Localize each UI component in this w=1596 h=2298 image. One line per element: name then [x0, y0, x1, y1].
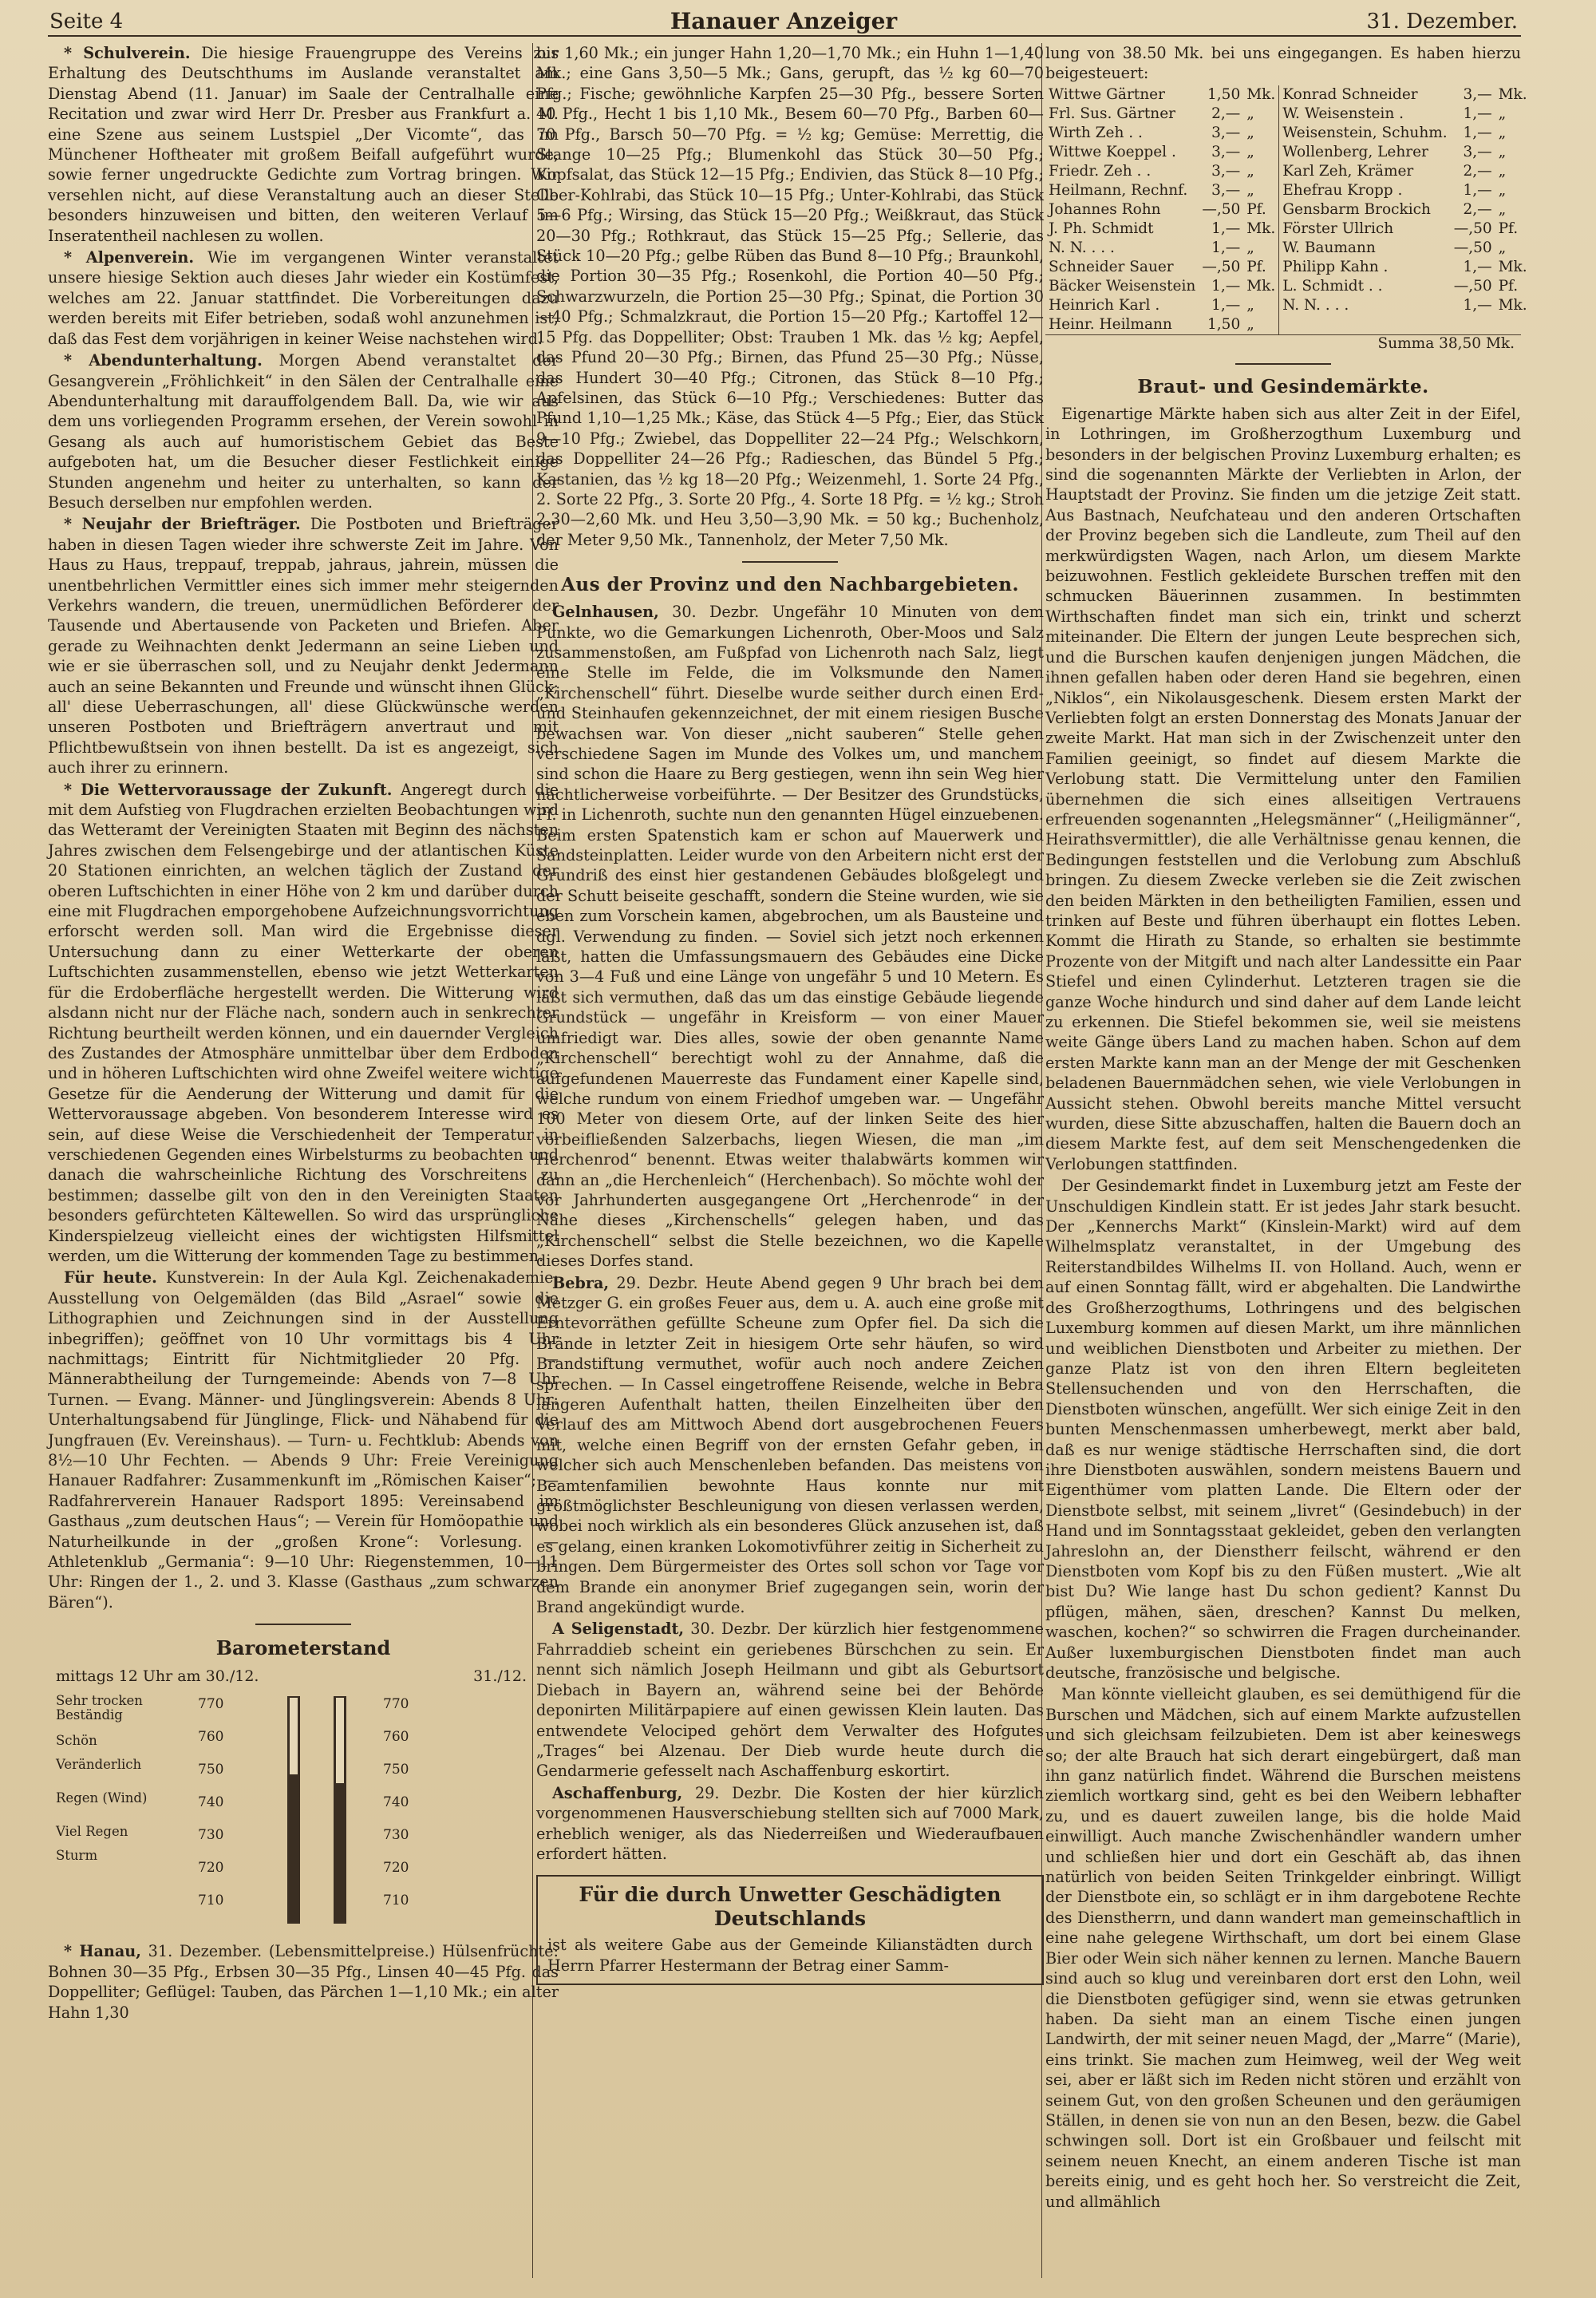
- donor-amt: 3,—: [1463, 143, 1492, 160]
- barometer-scale-left: 770 760 750 740 730 720 710: [198, 1696, 224, 1909]
- donor-amt: 1,—: [1211, 277, 1241, 295]
- barometer-level-30: [290, 1698, 298, 1774]
- column-1: [48, 43, 559, 2286]
- donation-title-2: Deutschlands: [713, 1907, 867, 1931]
- donor-row: [1045, 277, 1531, 296]
- donor-amt: 2,—: [1211, 105, 1241, 122]
- page-header: [49, 5, 1518, 37]
- article-aschaffenburg: Aschaffenburg, 29. Dezbr. Die Kosten der hier kürzlich vorgenommenen Hausverschiebung stellten sich auf 7000 Mark, erheblich weniger, als das Niederreißen und Wiederaufbauen erfordert hätten.: [536, 1783, 1044, 1863]
- donor-amt: —,50: [1453, 277, 1492, 295]
- donor-name: J. Ph. Schmidt: [1049, 220, 1154, 237]
- barometer-labels: [56, 1693, 176, 1863]
- donor-amt: 1,—: [1211, 220, 1241, 237]
- donor-name: L. Schmidt . .: [1282, 277, 1383, 295]
- donor-unit: „: [1498, 162, 1507, 180]
- barometer-label: Schön: [56, 1733, 97, 1749]
- donor-name: [1279, 315, 1450, 334]
- donor-row: [1045, 124, 1531, 143]
- donor-row: [1045, 200, 1531, 220]
- donor-name: Friedr. Zeh . .: [1049, 162, 1152, 180]
- donor-name: Heilmann, Rechnf.: [1049, 181, 1188, 199]
- donor-unit: „: [1498, 239, 1507, 256]
- barometer-label: Sehr trocken: [56, 1693, 143, 1709]
- donor-name: Weisenstein, Schuhm.: [1282, 124, 1448, 141]
- donor-amt: —,50: [1202, 258, 1241, 275]
- donor-unit: „: [1246, 143, 1254, 160]
- donor-name: Förster Ullrich: [1282, 220, 1394, 237]
- page-number: Seite 4: [49, 10, 124, 34]
- donor-name: Wollenberg, Lehrer: [1282, 143, 1428, 160]
- donor-unit: Mk.: [1246, 85, 1276, 103]
- donor-amt: 3,—: [1211, 181, 1241, 199]
- article-brautmaerkte-1: Eigenartige Märkte haben sich aus alter Zeit in der Eifel, in Lothringen, im Großherzogthum Luxemburg und besonders in der belgischen Provinz Luxemburg erhalten; es sind die sogenannten Märkte der Verliebten in Arlon, der Hauptstadt der Provinz. Sie finden um die jetzige Zeit statt. Aus Bastnach, Neufchateau und den anderen Ortschaften der Provinz begeben sich die Landleute, zum Theil auf den merkwürdigsten Wagen, nach Arlon, um diesem Markte beizuwohnen. Festlich gekleidete Burschen treffen mit den schmucken Bäuerinnen zusammen. In bestimmten Wirthschaften findet man sich ein, trinkt und scherzt miteinander. Die Eltern der jungen Leute besprechen sich, und die Burschen kaufen denjenigen jungen Mädchen, die ihnen gefallen haben oder deren Hand sie begehren, einen „Niklos“, ein Nikolausgeschenk. Diesem ersten Markt der Verliebten folgt an ersten Donnerstag des Monats Januar der zweite Markt. Hat man sich in der Zwischenzeit unter den Familien geeinigt, so findet auf diesem Markte die Verlobung statt. Die Vermittelung unter den Familien übernehmen die sich eines allseitigen Vertrauens erfreuenden sogenannten „Helegsmänner“ („Heiligmänner“, Heirathsvermittler), die alle Verhältnisse genau kennen, die Bedingungen feststellen und die Verlobung zum Abschluß bringen. Zu diesem Zwecke verleben sie die Zeit zwischen den beiden Märkten in den betheiligten Familien, essen und trinken auf Beste und führen überhaupt ein flottes Leben. Kommt die Hirath zu Stande, so erhalten sie bestimmte Prozente von der Mitgift und nach alter Landessitte ein Paar Stiefel und einen Cylinderhut. Letzteren tragen sie die ganze Woche hindurch und sind daher auf dem Lande leicht zu erkennen. Die Stiefel bekommen sie, weil sie meistens weite Gänge übers Land zu machen haben. Schon auf dem ersten Markte kann man an der Menge der mit Geschenken beladenen Bauernmädchen sehen, wie viele Verlobungen in Aussicht stehen. Obwohl bereits manche Mittel versucht wurden, diese Sitte abzuschaffen, halten die Bauern doch an diesem Markte fest, auf dem seit Menschengedenken die Verlobungen stattfinden.: [1045, 404, 1521, 1173]
- divider: [255, 1624, 351, 1625]
- donor-amt: 1,50: [1207, 85, 1241, 103]
- donor-amt: 1,—: [1211, 239, 1241, 256]
- donation-title: Für die durch Unwetter Geschädigten: [579, 1883, 1001, 1907]
- barometer-tube-31: [334, 1696, 346, 1924]
- donor-row: [1045, 258, 1531, 277]
- divider: [1235, 363, 1331, 365]
- article-seligenstadt: A Seligenstadt, 30. Dezbr. Der kürzlich hier festgenommene Fahrraddieb scheint ein geriebenes Bürschchen zu sein. Er nennt sich nämlich Joseph Heilmann und gibt als Geburtsort Diebach in Bayern an, während seine bei der Behörde deponirten Militärpapiere auf einen gewissen Klein lauten. Das entwendete Velociped gehört dem Verwalter des Hofgutes „Trages“ bei Alzenau. Der Dieb wurde heute durch die Gendarmerie gefesselt nach Aschaffenburg eskortirt.: [536, 1620, 1044, 1781]
- donor-row: [1045, 315, 1531, 334]
- donor-amt: [1451, 315, 1495, 334]
- donor-amt: 1,—: [1463, 296, 1492, 314]
- donor-unit: Pf.: [1498, 220, 1519, 237]
- donor-name: Schneider Sauer: [1049, 258, 1174, 275]
- donor-unit: „: [1246, 296, 1254, 314]
- barometer-label: Sturm: [56, 1848, 98, 1864]
- donation-intro: lung von 38.50 Mk. bei uns eingegangen. Es haben hierzu beigesteuert:: [1045, 44, 1521, 83]
- donor-unit: Mk.: [1246, 277, 1276, 295]
- donor-amt: 3,—: [1463, 85, 1492, 103]
- article-lebensmittelpreise-cont: bis 1,60 Mk.; ein junger Hahn 1,20—1,70 Mk.; ein Huhn 1—1,40 Mk.; eine Gans 3,50—5 Mk.; Gans, gerupft, das ½ kg 60—70 Pfg.; Fische; gewöhnliche Karpfen 25—30 Pfg., bessere Sorten 40 Pfg., Hecht 1 bis 1,10 Mk., Besem 60—70 Pfg., Barben 60—70 Pfg., Barsch 50—70 Pfg. = ½ kg; Gemüse: Merrettig, die Stange 10—25 Pfg.; Blumenkohl das Stück 30—50 Pfg.; Kopfsalat, das Stück 12—15 Pfg.; Endivien, das Stück 8—10 Pfg.; Ober-Kohlrabi, das Stück 10—15 Pfg.; Unter-Kohlrabi, das Stück 5—6 Pfg.; Wirsing, das Stück 15—20 Pfg.; Weißkraut, das Stück 20—30 Pfg.; Rothkraut, das Stück 15—25 Pfg.; Sellerie, das Stück 10—20 Pfg.; gelbe Rüben das Bund 8—10 Pfg.; Braunkohl, die Portion 30—35 Pfg.; Rosenkohl, die Portion 40—50 Pfg.; Schwarzwurzeln, die Portion 25—30 Pfg.; Spinat, die Portion 30—40 Pfg.; Schmalzkraut, die Portion 15—20 Pfg.; Kartoffel 12—15 Pfg. das Doppelliter; Obst: Trauben 1 Mk. das ½ kg; Aepfel, das Pfund 20—30 Pfg.; Birnen, das Pfund 25—30 Pfg.; Nüsse, das Hundert 30—40 Pfg.; Citronen, das Stück 8—10 Pfg.; Apfelsinen, das Stück 6—10 Pfg.; Verschiedenes: Butter das Pfund 1,10—1,25 Mk.; Käse, das Stück 4—5 Pfg.; Eier, das Stück 9—10 Pfg.; Zwiebel, das Doppelliter 22—24 Pfg.; Welschkorn, das Doppelliter 24—26 Pfg.; Radieschen, das Bündel 5 Pfg.; Kastanien, das ½ kg 18—20 Pfg.; Weizenmehl, 1. Sorte 24 Pfg., 2. Sorte 22 Pfg., 3. Sorte 20 Pfg., 4. Sorte 18 Pfg. = ½ kg.; Stroh 2,30—2,60 Mk. und Heu 3,50—3,90 Mk. = 50 kg.; Buchenholz, der Meter 9,50 Mk., Tannenholz, der Meter 7,50 Mk.: [536, 44, 1044, 549]
- donor-amt: —,50: [1453, 220, 1492, 237]
- barometer-level-31: [336, 1698, 344, 1783]
- donor-row: [1045, 220, 1531, 239]
- article-bebra: Bebra, 29. Dezbr. Heute Abend gegen 9 Uhr brach bei dem Metzger G. ein großes Feuer aus, dem u. A. auch eine große mit Erntevorräthen gefüllte Scheune zum Opfer fiel. Da sich die Brände in letzter Zeit in hiesigem Orte sehr häufen, so wird Brandstiftung vermuthet, wofür auch noch andere Zeichen sprechen. — In Cassel eingetroffene Reisende, welche in Bebra längeren Aufenthalt hatten, theilen Einzelheiten über den Verlauf des am Mittwoch Abend dort ausgebrochenen Feuers mit, welche einen Begriff von der ernsten Gefahr geben, in welcher sich auch Menschenleben befanden. Das meistens von Beamtenfamilien bewohnte Haus konnte nur mit größtmöglichster Beschleunigung von diesen verlassen werden, wobei noch wirklich als ein besonderes Glück anzusehen ist, daß es gelang, einen kranken Lokomotivführer zeitig in Sicherheit zu bringen. Dem Bürgermeister des Ortes soll schon vor Tage vor dem Brande ein anonymer Brief zugegangen sein, worin der Brand angekündigt wurde.: [536, 1273, 1044, 1617]
- barometer-label: Beständig: [56, 1707, 123, 1723]
- donor-amt: 1,—: [1463, 181, 1492, 199]
- barometer-header: mittags 12 Uhr am 30./12. 31./12.: [56, 1667, 527, 1686]
- barometer-label: Regen (Wind): [56, 1790, 148, 1806]
- donor-name: Frl. Sus. Gärtner: [1049, 105, 1175, 122]
- article-neujahr-brieftraeger: * Neujahr der Briefträger. Die Postboten und Briefträger haben in diesen Tagen wieder ihre schwerste Zeit im Jahre. Von Haus zu Haus, treppauf, treppab, jahraus, jahrein, müssen die unentbehrlichen Vermittler eines sich immer mehr steigernden Verkehrs wandern, die treuen, unermüdlichen Beförderer der Tausende und Abertausende von Packeten und Briefen. Aber gerade zu Weihnachten denkt Jedermann an seine Lieben und wie er sie überraschen soll, und zu Neujahr denkt Jedermann auch an seine Bekannten und Freunde und wünscht ihnen Glück; all' diese Ueberraschungen, all' diese Glückwünsche werden unseren Postboten und Briefträgern anvertraut und mit Pflichtbewußtsein von ihnen bestellt. Da ist es angezeigt, sich auch ihrer zu erinnern.: [48, 515, 559, 777]
- donor-unit: Pf.: [1246, 258, 1266, 275]
- donor-unit: Mk.: [1498, 85, 1527, 103]
- newspaper-title: Hanauer Anzeiger: [670, 8, 898, 34]
- donor-amt: 3,—: [1211, 143, 1241, 160]
- donor-amt: —,50: [1453, 239, 1492, 256]
- article-lebensmittelpreise: * Hanau, 31. Dezember. (Lebensmittelpreise.) Hülsenfrüchte: Bohnen 30—35 Pfg., Erbsen 30—35 Pfg., Linsen 40—45 Pfg. das Doppelliter; Geflügel: Tauben, das Pärchen 1—1,10 Mk.; ein alter Hahn 1,30: [48, 1942, 559, 2022]
- donation-sum: Summa 38,50 Mk.: [1045, 334, 1521, 352]
- donor-unit: „: [1498, 105, 1507, 122]
- section-heading-brautmaerkte: Braut- und Gesindemärkte.: [1137, 375, 1429, 398]
- donor-row: [1045, 181, 1531, 200]
- donor-amt: 1,—: [1463, 105, 1492, 122]
- donor-amt: —,50: [1202, 200, 1241, 218]
- donor-row: [1045, 239, 1531, 258]
- donor-row: [1045, 143, 1531, 162]
- donor-unit: „: [1246, 162, 1254, 180]
- donor-unit: „: [1246, 124, 1254, 141]
- donor-name: Johannes Rohn: [1049, 200, 1161, 218]
- donor-unit: [1495, 315, 1531, 334]
- donor-unit: „: [1498, 124, 1507, 141]
- barometer-title: Barometerstand: [215, 1636, 391, 1660]
- header-rule: [48, 35, 1521, 37]
- donor-unit: Mk.: [1498, 296, 1527, 314]
- article-gelnhausen: Gelnhausen, 30. Dezbr. Ungefähr 10 Minuten von dem Punkte, wo die Gemarkungen Lichenroth, Ober-Moos und Salz zusammenstoßen, am Fußpfad von Lichenroth nach Salz, liegt eine Stelle im Felde, die im Volksmunde den Namen „Kirchenschell“ führt. Dieselbe wurde seither durch einen Erd- und Steinhaufen gekennzeichnet, der mit einem riesigen Busche bewachsen war. Von dieser „nicht sauberen“ Stelle gehen verschiedene Sagen im Munde des Volkes um, und manchem sind schon die Haare zu Berg gestiegen, wenn ihn sein Weg hier nächtlicherweise vorbeiführte. — Der Besitzer des Grundstücks, Pf. in Lichenroth, suchte nun den genannten Hügel einzuebenen. Beim ersten Spatenstich kam er schon auf Mauerwerk und Sandsteinplatten. Leider wurde von den Arbeitern nicht erst der Grundriß des einst hier gestandenen Gebäudes bloßgelegt und der Schutt beiseite geschafft, sondern die Steine wurden, wie sie eben zum Vorschein kamen, abgebrochen, um als Bausteine und dgl. Verwendung zu finden. — Soviel sich jetzt noch erkennen läßt, hatten die Umfassungsmauern des Gebäudes eine Dicke von 3—4 Fuß und eine Länge von ungefähr 5 und 10 Metern. Es läßt sich vermuthen, daß das um das einstige Gebäude liegende Grundstück — ungefähr in Kreisform — von einer Mauer umfriedigt war. Dies alles, sowie der oben genannte Name „Kirchenschell“ berechtigt wohl zu der Annahme, daß die aufgefundenen Mauerreste das Fundament einer Kapelle sind, welche rundum von einem Friedhof umgeben war. — Ungefähr 100 Meter von diesem Orte, auf der linken Seite des hier vorbeifließenden Salzerbachs, liegen Wiesen, die man „im Herchenrod“ benennt. Etwas weiter thalabwärts kommen wir dann an „die Herchenleich“ (Herchenbach). So möchte wohl der vor Jahrhunderten ausgegangene Ort „Herchenrode“ in der Nähe dieses „Kirchenschells“ gelegen haben, und das „Kirchenschell“ selbst die Stelle bezeichnen, wo die Kapelle dieses Dorfes stand.: [536, 603, 1044, 1271]
- donor-unit: „: [1246, 105, 1254, 122]
- donation-text: ist als weitere Gabe aus der Gemeinde Kilianstädten durch Herrn Pfarrer Hestermann der Betrag einer Samm-: [547, 1936, 1033, 1975]
- donor-name: Karl Zeh, Krämer: [1282, 162, 1414, 180]
- donor-table: [1045, 85, 1531, 334]
- donor-unit: „: [1498, 181, 1507, 199]
- donor-name: Wirth Zeh . .: [1049, 124, 1143, 141]
- donor-unit: „: [1246, 315, 1254, 333]
- donation-notice-box: [536, 1875, 1044, 1985]
- donor-row: [1045, 85, 1531, 105]
- donor-name: Philipp Kahn .: [1282, 258, 1389, 275]
- article-brautmaerkte-2: Der Gesindemarkt findet in Luxemburg jetzt am Feste der Unschuldigen Kindlein statt. Er ist jedes Jahr stark besucht. Der „Kennerchs Markt“ (Kinslein-Markt) wird auf dem Wilhelmsplatz veranstaltet, in der Umgebung des Reiterstandbildes Wilhelms II. von Holland. Auch, wenn er auf einen Sonntag fällt, wird er abgehalten. Die Landwirthe des Großherzogthums, Lothringens und des belgischen Luxemburg kommen auf diesen Markt, um ihre männlichen und weiblichen Dienstboten und Arbeiter zu miethen. Der ganze Platz ist von den ihren Eltern begleiteten Stellensuchenden und von den Herrschaften, die Dienstboten wünschen, angefüllt. Wer sich einige Zeit in den bunten Menschenmassen umherbewegt, merkt aber bald, daß es nur wenige städtische Herrschaften sind, die dort ihre Dienstboten auswählen, sondern meistens Bauern und Eigenthümer vom platten Lande. Die Eltern oder der Dienstbote selbst, mit seinem „livret“ (Gesindebuch) in der Hand und im Sonntagsstaat gekleidet, geben den verlangten Jahreslohn an, der Dienstherr feilscht, während er den Dienstboten vom Kopf bis zu den Füßen mustert. „Wie alt bist Du? Wie lange hast Du schon gedient? Kannst Du pflügen, mähen, säen, dreschen? Kannst Du melken, waschen, kochen?“ so schwirren die Fragen durcheinander. Außer luxemburgischen Dienstboten findet man auch deutsche, französische und belgische.: [1045, 1177, 1521, 1682]
- barometer-tube-30: [287, 1696, 300, 1924]
- donor-row: [1045, 296, 1531, 315]
- column-3: [1045, 43, 1527, 2286]
- donor-unit: Pf.: [1498, 277, 1519, 295]
- article-fuer-heute: Für heute. Kunstverein: In der Aula Kgl. Zeichenakademie: Ausstellung von Oelgemälden (das Bild „Asrael“ sowie die Lithographien und Zeichnungen sind in der Ausstellung inbegriffen); geöffnet von 10 Uhr vormittags bis 4 Uhr nachmittags; Eintritt für Nichtmitglieder 20 Pfg. — Männerabtheilung der Turngemeinde: Abends von 7—8 Uhr Turnen. — Evang. Männer- und Jünglingsverein: Abends 8 Uhr: Unterhaltungsabend für Jünglinge, Flick- und Nähabend für die Jungfrauen (Ev. Vereinshaus). — Turn- u. Fechtklub: Abends von 8½—10 Uhr Fechten. — Abends 9 Uhr: Freie Vereinigung Hanauer Radfahrer: Zusammenkunft im „Römischen Kaiser“; — Radfahrerverein Hanauer Radsport 1895: Vereinsabend im Gasthaus „zum deutschen Haus“; — Verein für Homöopathie und Naturheilkunde in der „großen Krone“: Vorlesung. — Athletenklub „Germania“: 9—10 Uhr: Riegenstemmen, 10—11 Uhr: Ringen der 1., 2. und 3. Klasse (Gasthaus „zum schwarzen Bären“).: [48, 1268, 559, 1612]
- article-alpenverein: * Alpenverein. Wie im vergangenen Winter veranstaltet unsere hiesige Sektion auch dieses Jahr wieder ein Kostümfest, welches am 22. Januar stattfindet. Die Vorbereitungen dazu werden bereits mit Eifer betrieben, sodaß wohl anzunehmen ist, daß das Fest dem vorjährigen in keiner Weise nachstehen wird.: [48, 248, 559, 348]
- donor-name: W. Weisenstein .: [1282, 105, 1404, 122]
- donor-name: Ehefrau Kropp .: [1282, 181, 1403, 199]
- donor-unit: Mk.: [1498, 258, 1527, 275]
- barometer-scale-right: 770 760 750 740 730 720 710: [383, 1696, 409, 1909]
- divider: [742, 561, 838, 563]
- donor-name: N. N. . . .: [1049, 239, 1115, 256]
- barometer-graphic: [48, 1688, 559, 1932]
- barometer-label: Veränderlich: [56, 1757, 142, 1773]
- donor-amt: 2,—: [1463, 200, 1492, 218]
- donor-amt: 3,—: [1211, 124, 1241, 141]
- donor-name: W. Baumann: [1282, 239, 1376, 256]
- donor-unit: Mk.: [1246, 220, 1276, 237]
- section-heading-provinz: Aus der Provinz und den Nachbargebieten.: [561, 574, 1019, 596]
- article-wettervoraussage: * Die Wettervoraussage der Zukunft. Angeregt durch die mit dem Aufstieg von Flugdrachen erzielten Beobachtungen wird das Wetteramt der Vereinigten Staaten mit Beginn des nächsten Jahres zwischen dem Felsengebirge und der atlantischen Küste 20 Stationen einrichten, an welchen täglich der Zustand der oberen Luftschichten in einer Höhe von 2 km und darüber durch eine mit Flugdrachen emporgehobene Aufzeichnungsvorrichtung erforscht werden soll. Man wird die Ergebnisse dieser Untersuchung dann zu einer Wetterkarte der oberen Luftschichten zusammenstellen, ebenso wie jetzt Wetterkarten für die Erdoberfläche hergestellt werden. Die Witterung wird alsdann nicht nur der Fläche nach, sondern auch in senkrechter Richtung beurtheilt werden können, und ein dauernder Vergleich des Zustandes der Atmosphäre unmittelbar über dem Erdboden und in höheren Luftschichten wird ohne Zweifel weitere wichtige Gesetze für die Aenderung der Witterung und damit für die Wettervoraussage abgeben. Von besonderem Interesse wird es sein, auf diese Weise die Verschiedenheit der Temperatur in verschiedenen Gegenden eines Wirbelsturms zu beobachten und danach die wahrscheinliche Richtung des Vorschreitens zu bestimmen; dasselbe gilt von den in den Vereinigten Staaten besonders gefürchteten Kältewellen. So wird das ursprüngliche Kinderspielzeug vielleicht eines der wichtigsten Hilfsmittel werden, um die Witterung der kommenden Tage zu bestimmen.: [48, 780, 559, 1265]
- barometer-label: Viel Regen: [56, 1824, 128, 1840]
- donor-name: Wittwe Gärtner: [1049, 85, 1165, 103]
- donor-unit: „: [1498, 200, 1507, 218]
- donor-unit: „: [1246, 181, 1254, 199]
- donor-row: [1045, 105, 1531, 124]
- issue-date: 31. Dezember.: [1366, 10, 1518, 34]
- donor-name: Heinr. Heilmann: [1049, 315, 1172, 333]
- donor-amt: 3,—: [1211, 162, 1241, 180]
- donor-amt: 1,—: [1463, 258, 1492, 275]
- donor-amt: 1,—: [1463, 124, 1492, 141]
- article-schulverein: * Schulverein. Die hiesige Frauengruppe des Vereins zur Erhaltung des Deutschthums im Auslande veranstaltet am Dienstag Abend (11. Januar) im Saale der Centralhalle eine Recitation und zwar wird Herr Dr. Presber aus Frankfurt a. M. eine Szene aus seinem Lustspiel „Der Vicomte“, das im Münchener Hoftheater mit großem Beifall aufgeführt wurde, sowie ferner ungedruckte Gedichte zum Vortrag bringen. Wir versehlen nicht, auf diese Veranstaltung auch an dieser Stelle besonders hinzuweisen und bitten, den weiteren Verlauf im Inseratentheil nachlesen zu wollen.: [48, 44, 559, 245]
- donor-amt: 1,—: [1211, 296, 1241, 314]
- donor-name: Heinrich Karl .: [1049, 296, 1160, 314]
- donor-amt: 2,—: [1463, 162, 1492, 180]
- article-brautmaerkte-3: Man könnte vielleicht glauben, es sei demüthigend für die Burschen und Mädchen, sich auf einem Markte aufzustellen und sich gleichsam feilzubieten. Dem ist aber keineswegs so; der alte Brauch hat sich derart eingebürgert, daß man ihn ganz natürlich findet. Während die Burschen meistens ziemlich wortkarg sind, geht es bei den Weibern lebhafter zu, und es dauert zuweilen lange, bis die holde Maid einwilligt. Auch manche Zwischenhändler wandern umher und schließen hier und dort ein Geschäft ab, das ihnen natürlich von beiden Seiten Trinkgelder einbringt. Willigt der Dienstbote ein, so schlägt er in ihm dargebotene Rechte des Dienstherrn, und dann wandert man gemeinschaftlich in eine nahe gelegene Wirthschaft, um dort bei einem Glase Bier oder Wein sich näher kennen zu lernen. Manche Bauern sind auch so klug und vereinbaren dort erst den Lohn, weil die Dienstboten gefügiger sind, wenn sie etwas getrunken haben. Da sieht man an einem Tische einen jungen Landwirth, der mit seiner neuen Magd, der „Marre“ (Marie), eins trinkt. Sie machen zum Heimweg, weil der Weg weit sei, aber er läßt sich im Reden nicht stören und erzählt von seinem Gut, von den großen Scheunen und den geräumigen Ställen, in denen sie von nun an den Besen, bezw. die Gabel schwingen soll. Dort ist ein Großbauer und feilscht mit seinem neuen Knecht, an einem anderen Tische ist man bereits einig, und es geht hoch her. So verstreicht die Zeit, und allmählich: [1045, 1685, 1521, 2211]
- donor-name: N. N. . . .: [1282, 296, 1349, 314]
- donor-unit: „: [1498, 143, 1507, 160]
- donor-unit: „: [1246, 239, 1254, 256]
- article-abendunterhaltung: * Abendunterhaltung. Morgen Abend veranstaltet der Gesangverein „Fröhlichkeit“ in den Sälen der Centralhalle eine Abendunterhaltung mit darauffolgendem Ball. Da, wie wir aus dem uns vorliegenden Programm ersehen, der Verein sowohl in Gesang als auch auf humoristischem Gebiet das Beste aufgeboten hat, um die Besucher dieser Festlichkeit einige Stunden angenehm und heiter zu unterhalten, so kann der Besuch derselben nur empfohlen werden.: [48, 351, 559, 512]
- donor-name: Wittwe Koeppel .: [1049, 143, 1176, 160]
- column-2: [536, 43, 1044, 2198]
- donor-name: Gensbarm Brockich: [1282, 200, 1431, 218]
- donor-name: Konrad Schneider: [1282, 85, 1418, 103]
- donor-unit: Pf.: [1246, 200, 1266, 218]
- donor-row: [1045, 162, 1531, 181]
- donor-name: Bäcker Weisenstein: [1049, 277, 1196, 295]
- donor-amt: 1,50: [1207, 315, 1241, 333]
